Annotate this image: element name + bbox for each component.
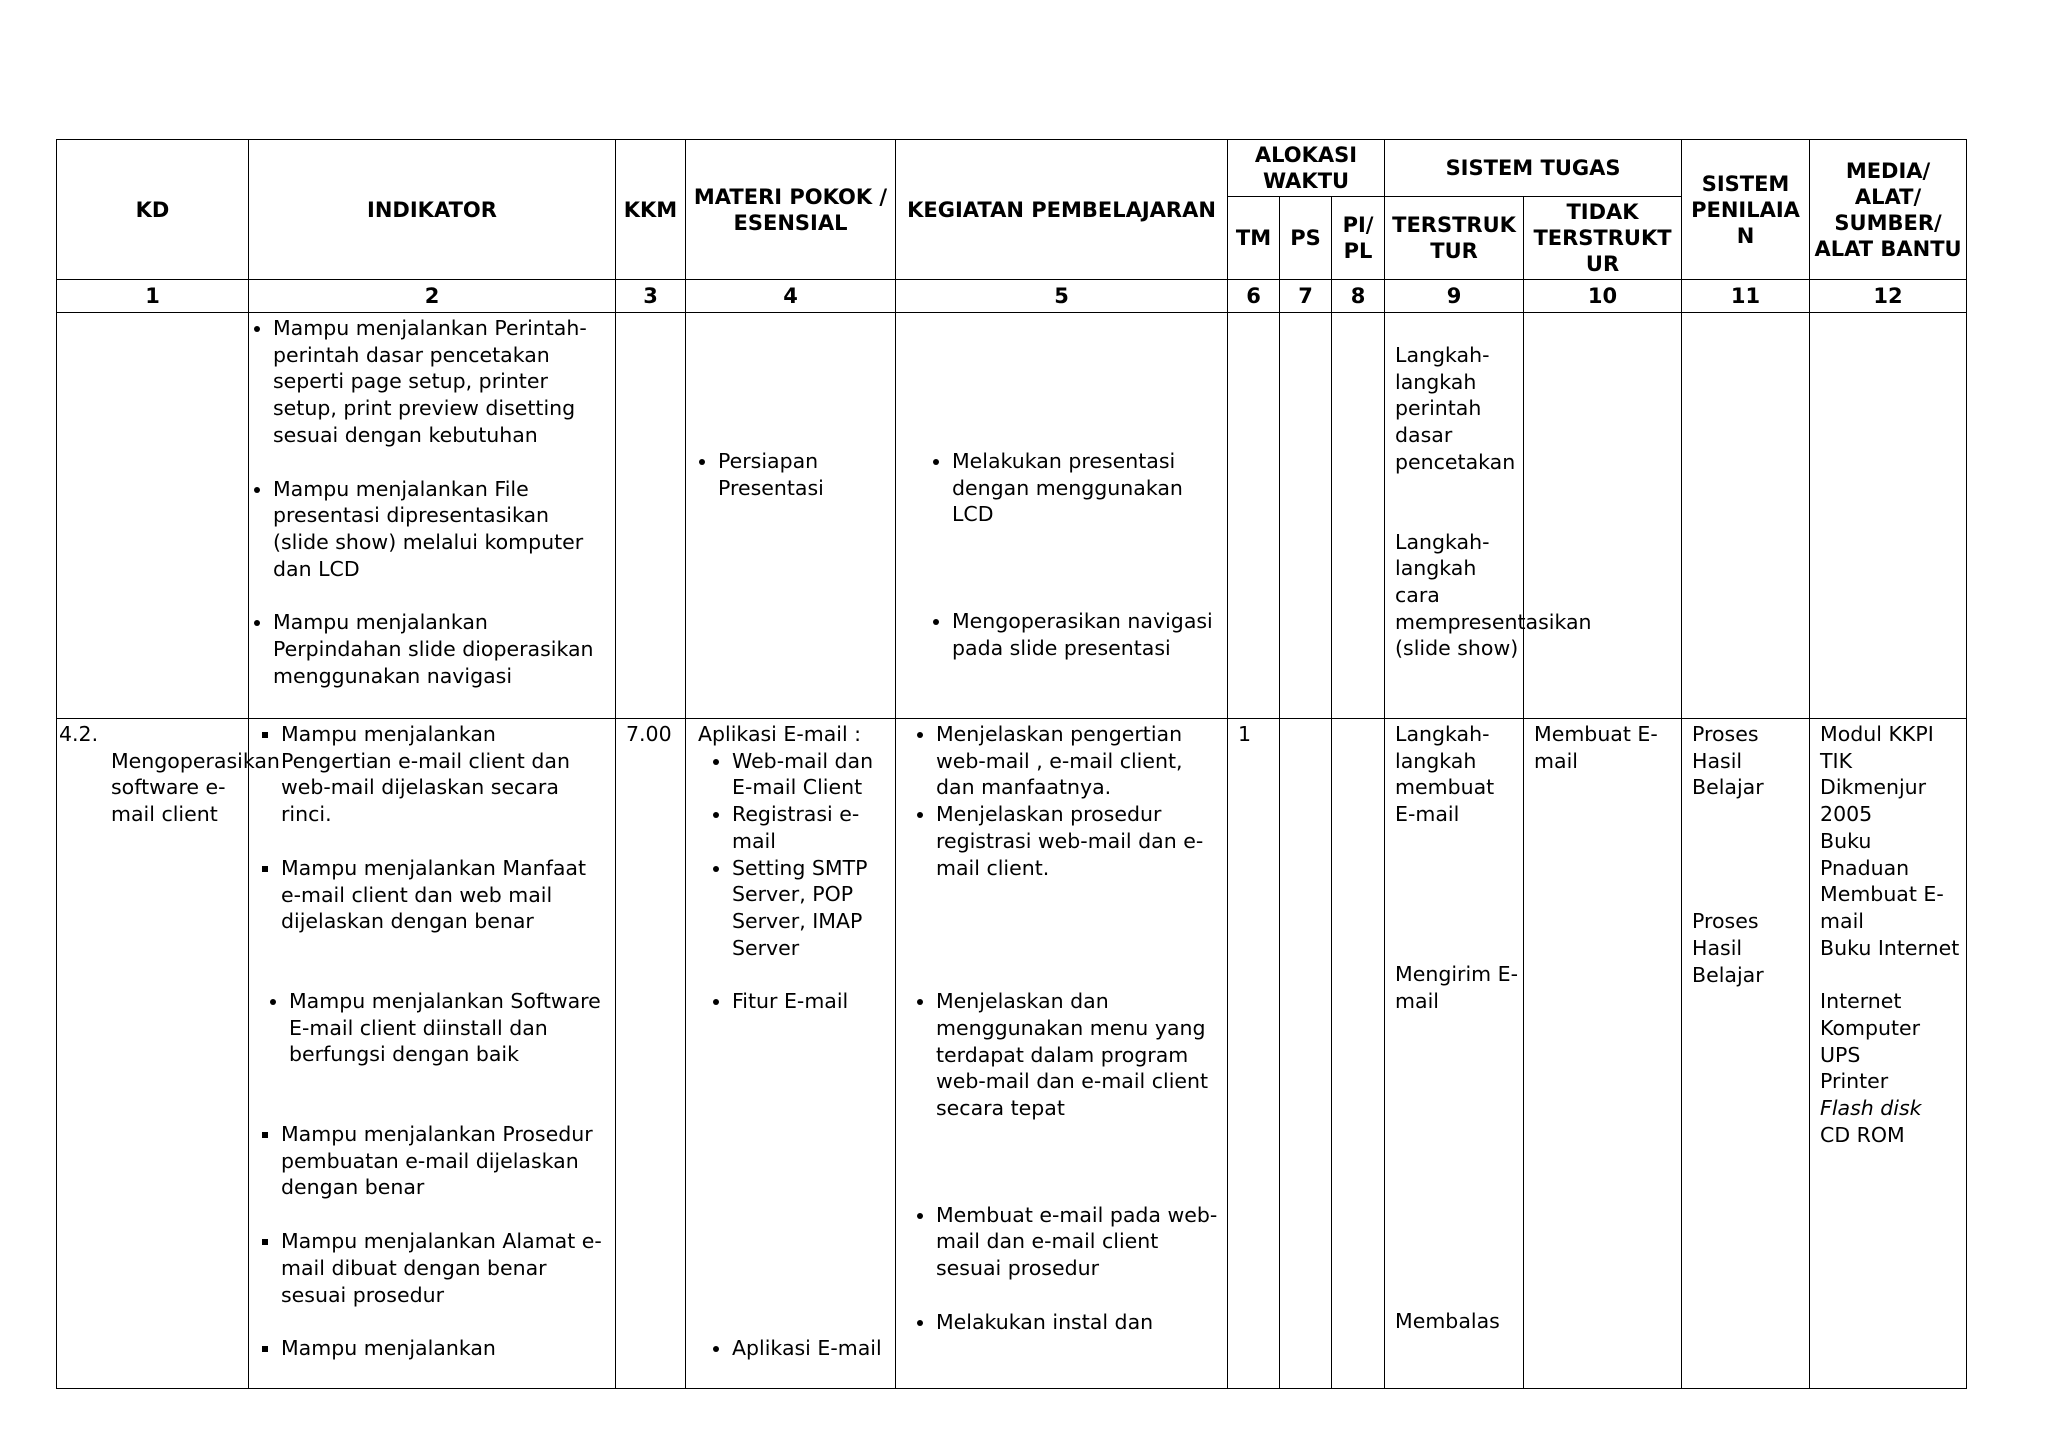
penilaian-text: Proses Hasil Belajar: [1692, 909, 1764, 987]
column-number: 11: [1682, 280, 1810, 313]
task-text: Mengirim E-mail: [1395, 961, 1518, 1013]
media-item: Buku Pnaduan Membuat E-mail: [1820, 828, 1944, 933]
list-item: ▪ Mampu menjalankan Pengertian e-mail client dan web-mail dijelaskan secara rinci.: [281, 721, 609, 828]
kd-text: 4.2. Mengoperasikan software e-mail client: [59, 722, 280, 827]
header-kegiatan: KEGIATAN PEMBELAJARAN: [896, 140, 1228, 280]
column-number: 4: [686, 280, 896, 313]
list-item: • Persiapan Presentasi: [718, 448, 889, 501]
list-item: • Fitur E-mail: [732, 988, 889, 1015]
terstruktur-cell: [1385, 313, 1592, 719]
column-number: 12: [1810, 280, 1967, 313]
tidak-terstruktur-cell: [1524, 313, 1682, 719]
header-ps: PS: [1280, 197, 1332, 280]
indikator-cell: [249, 719, 616, 1389]
pipl-cell: [1332, 719, 1385, 1389]
list-item: ▪ Mampu menjalankan: [281, 1335, 609, 1362]
column-number: 3: [616, 280, 686, 313]
media-item: Printer: [1820, 1069, 1889, 1094]
header-media: MEDIA/ ALAT/ SUMBER/ ALAT BANTU: [1810, 140, 1967, 280]
list-item: • Registrasi e-mail: [732, 801, 889, 854]
header-terstruktur: TERSTRUK TUR: [1385, 197, 1524, 280]
list-item: • Melakukan instal dan: [936, 1309, 1221, 1336]
list-item: • Mampu menjalankan Perintah-perintah dasar pencetakan seperti page setup, printer setup, print preview disetting sesuai dengan kebutuhan: [273, 315, 609, 449]
task-text: Langkah-langkah perintah dasar pencetakan: [1395, 343, 1516, 474]
list-item: • Mampu menjalankan File presentasi dipresentasikan (slide show) melalui komputer dan LCD: [273, 476, 609, 583]
media-cell: [1810, 719, 1967, 1389]
kkm-cell: 7.00: [616, 719, 686, 1389]
terstruktur-cell: [1385, 719, 1524, 1389]
ps-cell: [1280, 313, 1332, 719]
list-item: • Menjelaskan pengertian web-mail , e-mail client, dan manfaatnya.: [936, 721, 1221, 801]
list-item: • Mengoperasikan navigasi pada slide presentasi: [952, 608, 1221, 661]
list-item: ▪ Mampu menjalankan Alamat e-mail dibuat dengan benar sesuai prosedur: [281, 1228, 609, 1308]
column-number: 2: [249, 280, 616, 313]
kkm-cell: [616, 313, 686, 719]
task-text: Langkah-langkah membuat E-mail: [1395, 722, 1495, 827]
kd-cell: [57, 719, 280, 1389]
penilaian-cell: [1682, 313, 1810, 719]
ps-cell: [1280, 719, 1332, 1389]
media-item: UPS: [1820, 1042, 1861, 1067]
tm-cell: 1: [1228, 719, 1280, 1389]
syllabus-table: [56, 139, 1967, 1389]
materi-intro: Aplikasi E-mail :: [698, 722, 862, 746]
header-materi: MATERI POKOK / ESENSIAL: [686, 140, 896, 280]
pipl-cell: [1332, 313, 1385, 719]
list-item: • Membuat e-mail pada web-mail dan e-mail client sesuai prosedur: [936, 1202, 1221, 1282]
media-item: Komputer: [1820, 1016, 1921, 1041]
list-item: • Menjelaskan dan menggunakan menu yang terdapat dalam program web-mail dan e-mail client secara tepat: [936, 988, 1221, 1122]
header-indikator: INDIKATOR: [249, 140, 616, 280]
media-item: CD ROM: [1820, 1122, 1905, 1147]
list-item: • Melakukan presentasi dengan menggunakan LCD: [952, 448, 1221, 528]
list-item: • Mampu menjalankan Software E-mail client diinstall dan berfungsi dengan baik: [289, 988, 609, 1068]
task-text: Membalas: [1395, 1309, 1500, 1334]
column-number-row: [57, 280, 1967, 313]
list-item: ▪ Mampu menjalankan Manfaat e-mail client dan web mail dijelaskan dengan benar: [281, 855, 609, 935]
column-number: 8: [1332, 280, 1385, 313]
header-alokasi-waktu: ALOKASI WAKTU: [1228, 140, 1385, 197]
indikator-cell: [249, 313, 616, 719]
column-number: 6: [1228, 280, 1280, 313]
list-item: • Aplikasi E-mail: [732, 1335, 889, 1362]
table-row: [57, 313, 1967, 719]
list-item: • Menjelaskan prosedur registrasi web-mail dan e-mail client.: [936, 801, 1221, 881]
column-number: 5: [896, 280, 1228, 313]
tidak-terstruktur-cell: [1524, 719, 1682, 1389]
task-text: Membuat E-mail: [1534, 722, 1658, 773]
materi-cell: [686, 719, 896, 1389]
media-item: Buku Internet: [1820, 935, 1960, 960]
media-item: Internet: [1820, 989, 1902, 1014]
penilaian-text: Proses Hasil Belajar: [1692, 722, 1764, 800]
materi-cell: [686, 313, 896, 719]
header-kd: KD: [57, 140, 249, 280]
header-kkm: KKM: [616, 140, 686, 280]
media-item: Flash disk: [1820, 1096, 1922, 1121]
column-number: 7: [1280, 280, 1332, 313]
kd-cell: [57, 313, 249, 719]
header-tm: TM: [1228, 197, 1280, 280]
penilaian-cell: [1682, 719, 1810, 1389]
column-number: 10: [1524, 280, 1682, 313]
column-number: 9: [1385, 280, 1524, 313]
header-sistem-tugas: SISTEM TUGAS: [1385, 140, 1682, 197]
media-item: Modul KKPI TIK Dikmenjur 2005: [1820, 722, 1934, 827]
tm-cell: [1228, 313, 1280, 719]
task-text: Langkah-langkah cara mempresentasikan (slide show): [1395, 529, 1592, 661]
header-tidak-terstruktur: TIDAK TERSTRUKT UR: [1524, 197, 1682, 280]
media-cell: [1810, 313, 1967, 719]
header-pi-pl: PI/ PL: [1332, 197, 1385, 280]
list-item: • Web-mail dan E-mail Client: [732, 748, 889, 801]
table-row: [57, 719, 1967, 1389]
kegiatan-cell: [896, 313, 1228, 719]
list-item: • Setting SMTP Server, POP Server, IMAP Server: [732, 855, 889, 962]
kegiatan-cell: [896, 719, 1228, 1389]
header-sistem-penilaian: SISTEM PENILAIA N: [1682, 140, 1810, 280]
list-item: ▪ Mampu menjalankan Prosedur pembuatan e-mail dijelaskan dengan benar: [281, 1121, 609, 1201]
list-item: • Mampu menjalankan Perpindahan slide dioperasikan menggunakan navigasi: [273, 609, 609, 689]
column-number: 1: [57, 280, 249, 313]
